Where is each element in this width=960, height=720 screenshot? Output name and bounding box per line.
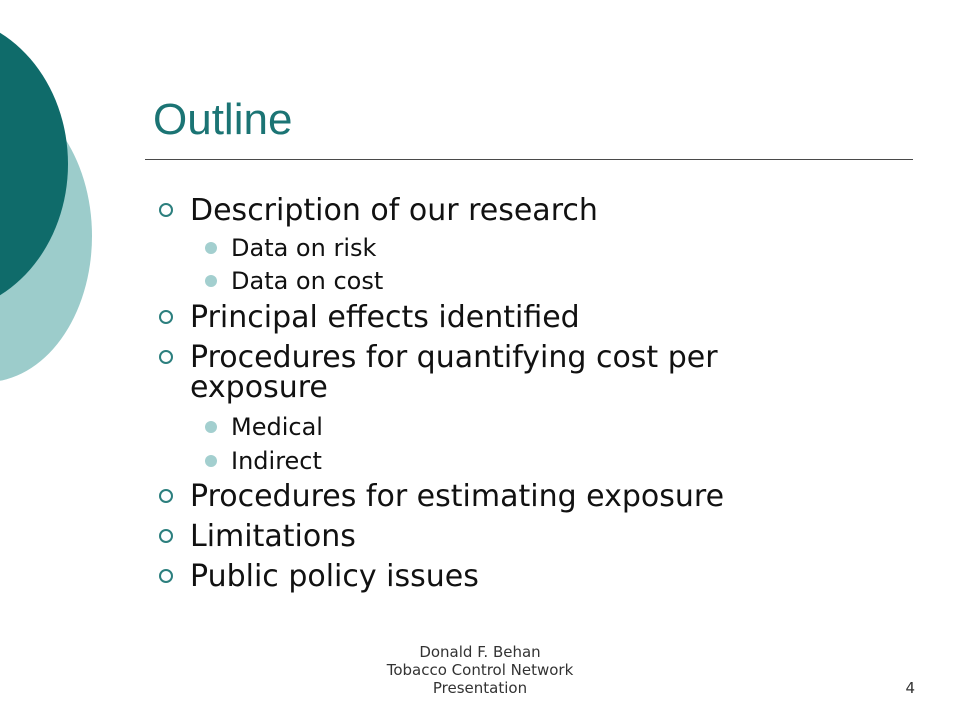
outline-subitem-text: Medical xyxy=(231,413,323,441)
title-underline xyxy=(145,159,913,160)
footer-presentation: Presentation xyxy=(432,679,528,697)
filled-circle-bullet-icon xyxy=(205,421,217,433)
hollow-circle-bullet-icon xyxy=(159,350,173,364)
filled-circle-bullet-icon xyxy=(205,242,217,254)
filled-circle-bullet-icon xyxy=(205,275,217,287)
outline-item-text: Limitations xyxy=(190,519,356,554)
hollow-circle-bullet-icon xyxy=(159,310,173,324)
outline-item-text: Principal effects identified xyxy=(190,300,580,335)
outline-item-text: Public policy issues xyxy=(190,559,479,594)
slide-page-number: 4 xyxy=(905,679,915,697)
footer-author: Donald F. Behan xyxy=(419,643,541,661)
filled-circle-bullet-icon xyxy=(205,455,217,467)
hollow-circle-bullet-icon xyxy=(159,529,173,543)
outline-item-text: Procedures for quantifying cost per exposure xyxy=(190,340,718,405)
hollow-circle-bullet-icon xyxy=(159,489,173,503)
footer-organization: Tobacco Control Network xyxy=(386,661,574,679)
slide-title: Outline xyxy=(153,95,293,144)
outline-subitem-text: Indirect xyxy=(231,447,322,475)
outline-subitem-text: Data on risk xyxy=(231,234,377,262)
slide-footer xyxy=(330,643,630,697)
hollow-circle-bullet-icon xyxy=(159,569,173,583)
outline-item-text: Description of our research xyxy=(190,193,598,228)
outline-subitem-text: Data on cost xyxy=(231,267,384,295)
outline-item-text: Procedures for estimating exposure xyxy=(190,479,725,514)
hollow-circle-bullet-icon xyxy=(159,203,173,217)
